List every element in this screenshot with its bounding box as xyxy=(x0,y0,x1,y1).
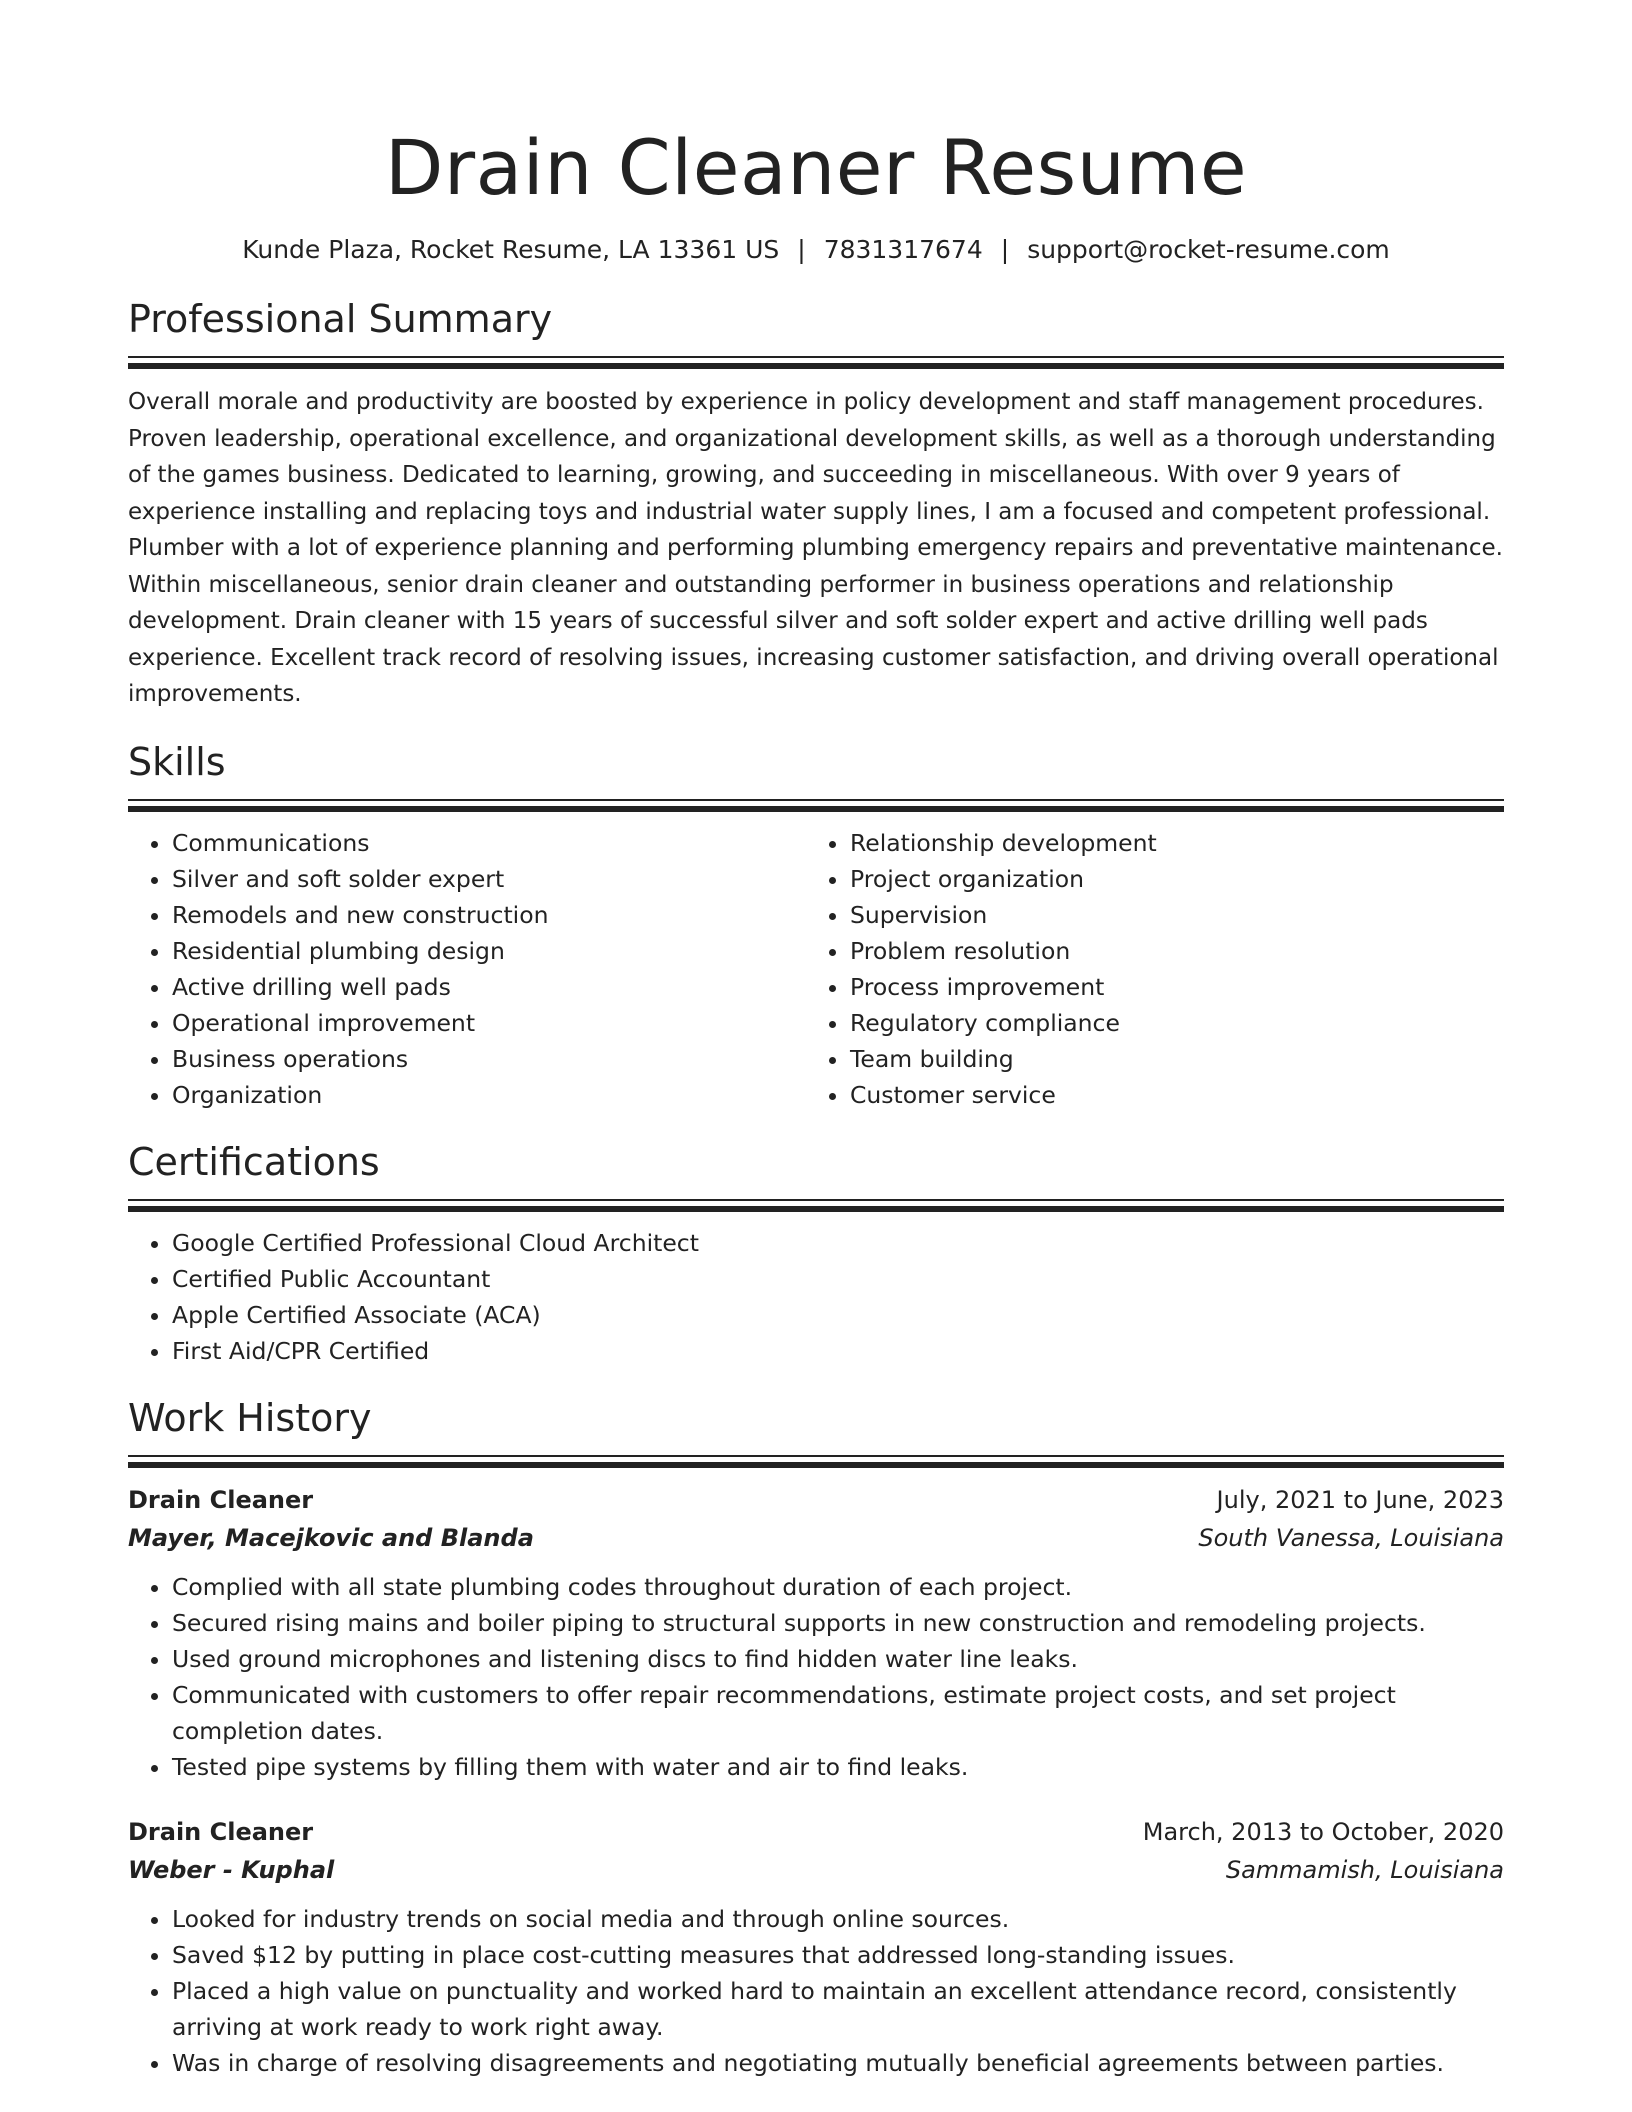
job-header xyxy=(128,1813,1504,1851)
skill-item: • Project organization xyxy=(850,861,1484,897)
skill-item: • Regulatory compliance xyxy=(850,1005,1484,1041)
skill-item: • Relationship development xyxy=(850,825,1484,861)
certification-item: • Apple Certified Associate (ACA) xyxy=(172,1297,1504,1333)
job-company: Mayer, Macejkovic and Blanda xyxy=(128,1523,534,1552)
certifications-section xyxy=(128,1139,1504,1369)
contact-separator: | xyxy=(1000,235,1010,264)
summary-section xyxy=(128,296,1504,713)
job-location: Sammamish, Louisiana xyxy=(1225,1855,1504,1884)
skills-column-right xyxy=(806,825,1484,1113)
job-subheader xyxy=(128,1519,1504,1557)
contact-separator: | xyxy=(797,235,806,264)
job-title: Drain Cleaner xyxy=(128,1485,314,1514)
job-bullet: • Looked for industry trends on social media and through online sources. xyxy=(172,1901,1504,1937)
certification-item: • Google Certified Professional Cloud Architect xyxy=(172,1225,1504,1261)
skill-item: • Residential plumbing design xyxy=(172,933,806,969)
job-company: Weber - Kuphal xyxy=(128,1855,335,1884)
job-bullet: • Used ground microphones and listening discs to find hidden water line leaks. xyxy=(172,1641,1504,1677)
skill-item: • Remodels and new construction xyxy=(172,897,806,933)
skill-item: • Business operations xyxy=(172,1041,806,1077)
job-title: Drain Cleaner xyxy=(128,1817,314,1846)
skill-item: • Silver and soft solder expert xyxy=(172,861,806,897)
job-bullet: • Was in charge of resolving disagreements and negotiating mutually beneficial agreements between parties. xyxy=(172,2045,1504,2081)
skills-list-left xyxy=(128,825,806,1113)
job-entry xyxy=(128,1481,1504,1785)
skill-item: • Organization xyxy=(172,1077,806,1113)
work-heading: Work History xyxy=(128,1395,372,1440)
contact-line xyxy=(128,234,1504,266)
job-header xyxy=(128,1481,1504,1519)
job-dates: July, 2021 to June, 2023 xyxy=(1216,1485,1504,1514)
certification-item: • Certified Public Accountant xyxy=(172,1261,1504,1297)
section-divider xyxy=(128,799,1504,813)
skills-list-right xyxy=(806,825,1484,1113)
skills-grid xyxy=(128,825,1504,1113)
job-location: South Vanessa, Louisiana xyxy=(1198,1523,1504,1552)
skill-item: • Problem resolution xyxy=(850,933,1484,969)
job-bullet: • Tested pipe systems by filling them with water and air to find leaks. xyxy=(172,1749,1504,1785)
job-bullet: • Complied with all state plumbing codes throughout duration of each project. xyxy=(172,1569,1504,1605)
job-bullet: • Saved $12 by putting in place cost-cutting measures that addressed long-standing issues. xyxy=(172,1937,1504,1973)
certifications-heading: Certifications xyxy=(128,1139,380,1184)
skills-column-left xyxy=(128,825,806,1113)
summary-text: Overall morale and productivity are boosted by experience in policy development and staff management procedures. Proven leadership, operational excellence, and organizational development skills, as well as a thorough understanding of the games business. Dedicated to learning, growing, and succeeding in miscellaneous. With over 9 years of experience installing and replacing toys and industrial water supply lines, I am a focused and competent professional. Plumber with a lot of experience planning and performing plumbing emergency repairs and preventative maintenance. Within miscellaneous, senior drain cleaner and outstanding performer in business operations and relationship development. Drain cleaner with 15 years of successful silver and soft solder expert and active drilling well pads experience. Excellent track record of resolving issues, increasing customer satisfaction, and driving overall operational improvements. xyxy=(128,389,1503,707)
skill-item: • Customer service xyxy=(850,1077,1484,1113)
summary-heading: Professional Summary xyxy=(128,297,553,341)
certification-item: • First Aid/CPR Certified xyxy=(172,1333,1504,1369)
section-divider xyxy=(128,1199,1504,1213)
contact-email: support@rocket-resume.com xyxy=(1027,235,1390,264)
section-divider xyxy=(128,1455,1504,1469)
job-entry xyxy=(128,1813,1504,2081)
contact-address: Kunde Plaza, Rocket Resume, LA 13361 US xyxy=(242,235,780,264)
skills-heading: Skills xyxy=(128,739,226,784)
job-dates: March, 2013 to October, 2020 xyxy=(1142,1817,1504,1846)
skill-item: • Process improvement xyxy=(850,969,1484,1005)
job-bullets xyxy=(128,1901,1504,2081)
skill-item: • Team building xyxy=(850,1041,1484,1077)
resume-title: Drain Cleaner Resume xyxy=(384,123,1248,212)
contact-phone: 7831317674 xyxy=(823,235,983,264)
job-bullet: • Placed a high value on punctuality and worked hard to maintain an excellent attendance record, consistently arriving at work ready to work right away. xyxy=(172,1973,1504,2045)
job-bullet: • Secured rising mains and boiler piping to structural supports in new construction and remodeling projects. xyxy=(172,1605,1504,1641)
skill-item: • Active drilling well pads xyxy=(172,969,806,1005)
skill-item: • Supervision xyxy=(850,897,1484,933)
skill-item: • Communications xyxy=(172,825,806,861)
job-bullet: • Communicated with customers to offer repair recommendations, estimate project costs, and set project completion dates. xyxy=(172,1677,1504,1749)
job-subheader xyxy=(128,1851,1504,1889)
certifications-list xyxy=(128,1225,1504,1369)
job-bullets xyxy=(128,1569,1504,1785)
work-section xyxy=(128,1395,1504,2081)
skill-item: • Operational improvement xyxy=(172,1005,806,1041)
resume-page xyxy=(128,0,1504,2081)
section-divider xyxy=(128,356,1504,370)
skills-section xyxy=(128,739,1504,1113)
